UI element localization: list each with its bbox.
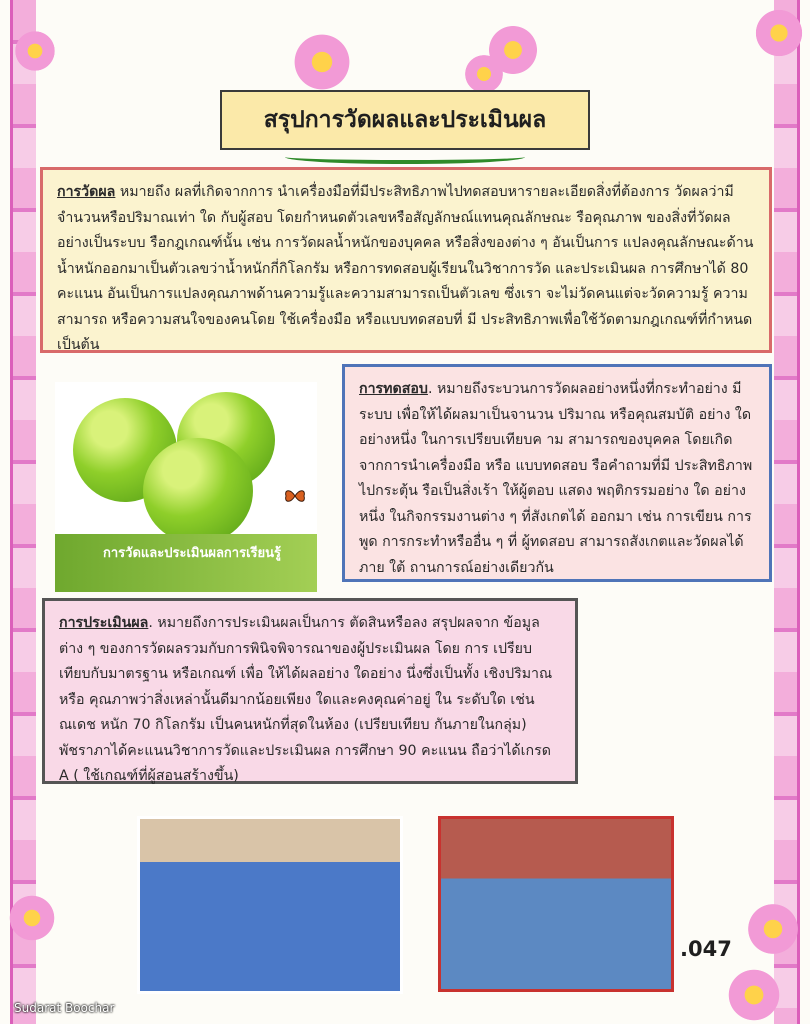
flower-icon	[752, 6, 806, 60]
term-measurement: การวัดผล	[57, 184, 116, 200]
flower-icon	[744, 900, 802, 958]
measurement-definition-box	[40, 167, 772, 353]
apple-illustration	[55, 382, 317, 592]
right-decorative-border	[774, 0, 800, 1024]
page-number: .047	[680, 937, 732, 961]
measurement-definition-text: หมายถึง ผลที่เกิดจากการ นำเครื่องมือที่มีประสิทธิภาพไปทดสอบหารายละเอียดสิ่งที่ต้องการ วัดผลว่ามีจำนวนหรือปริมาณเท่า ใด กับผู้สอบ โดยกำหนดตัวเลขหรือสัญลักษณ์แทนคุณลักษณะ รือคุณภาพ ของสิ่งที่วัดผลอย่างเป็นระบบ รือกฎเกณฑ์นั้น เช่น การวัดผลน้ำหนักของบุคคล หรือสิ่งของต่าง ๆ อันเป็นการ แปลงคุณลักษณะด้าน น้ำหนักออกมาเป็นตัวเลขว่าน้ำหนักกี่กิโลกรัม หรือการทดสอบผู้เรียนในวิชาการวัด และประเมินผล การศึกษาได้ 80 คะแนน อันเป็นการแปลงคุณภาพด้านความรู้และความสามารถเป็นตัวเลข ซึ่งเรา จะไม่วัดคนแต่จะวัดความรู้ ความสามารถ หรือความสนใจของคนโดย ใช้เครื่องมือ หรือแบบทดสอบที่ มี ประสิทธิภาพเพื่อใช้วัดตามกฎเกณฑ์ที่กำหนดเป็นต้น	[57, 184, 754, 353]
page-title: สรุปการวัดผลและประเมินผล	[263, 107, 547, 133]
classroom-photo-teacher-children	[137, 816, 403, 994]
apple-caption: การวัดและประเมินผลการเรียนรู้	[103, 546, 281, 561]
term-testing: การทดสอบ	[359, 381, 428, 397]
flower-icon	[290, 30, 354, 94]
butterfly-icon	[284, 488, 306, 504]
evaluation-definition-text: . หมายถึงการประเมินผลเป็นการ ตัดสินหรือลง สรุปผลจาก ข้อมูลต่าง ๆ ของการวัดผลรวมกับการพินิจพิจารณาของผู้ประเมินผล โดย การ เปรียบเทียบกับมาตรฐาน หรือเกณฑ์ เพื่อ ให้ได้ผลอย่าง ใดอย่าง นึ่งซึ่งเป็นทั้ง เชิงปริมาณหรือ คุณภาพว่าสิ่งเหล่านั้นดีมากน้อยเพียง ใดและคงคุณค่าอยู่ ใน ระดับใด เช่น ณเดช หนัก 70 กิโลกรัม เป็นคนหนักที่สุดในห้อง (เปรียบเทียบ กันภายในกลุ่ม) พัชราภาได้คะแนนวิชาการวัดและประเมินผล การศึกษา 90 คะแนน ถือว่าได้เกรด A ( ใช้เกณฑ์ที่ผู้สอนสร้างขึ้น)	[59, 615, 553, 784]
green-apple-icon	[143, 438, 253, 544]
term-evaluation: การประเมินผล	[59, 615, 149, 631]
flower-icon	[6, 892, 58, 944]
left-decorative-border	[10, 0, 36, 1024]
classroom-photo-science-activity	[438, 816, 674, 992]
title-banner	[220, 90, 590, 150]
title-underline-decoration	[285, 150, 525, 164]
testing-definition-box	[342, 364, 772, 582]
flower-icon	[12, 28, 58, 74]
evaluation-definition-box	[42, 598, 578, 784]
flower-icon	[724, 966, 784, 1024]
author-watermark: Sudarat Boochar	[14, 1001, 115, 1015]
apple-caption-banner	[55, 534, 317, 592]
testing-definition-text: . หมายถึงระบวนการวัดผลอย่างหนึ่งที่กระทำอย่าง มีระบบ เพื่อให้ได้ผลมาเป็นจานวน ปริมาณ หรือคุณสมบัติ อย่าง ใดอย่างหนึ่ง ในการเปรียบเทียบค าม สามารถของบุคคล โดยเกิดจากการนำเครื่องมือ หรือ แบบทดสอบ รือคำถามที่มี ประสิทธิภาพ ไปกระตุ้น รือเป็นสิ่งเร้า ให้ผู้ตอบ แสดง พฤติกรรมอย่าง ใด อย่างหนึ่ง ในกิจกรรมงานต่าง ๆ ที่สังเกตได้ ออกมา เช่น การเขียน การพูด การกระทำหรืออื่น ๆ ที่ ผู้ทดสอบ สามารถสังเกตและวัดผลได้ภาย ใต้ ถานการณ์อย่างเดียวกัน	[359, 381, 753, 576]
